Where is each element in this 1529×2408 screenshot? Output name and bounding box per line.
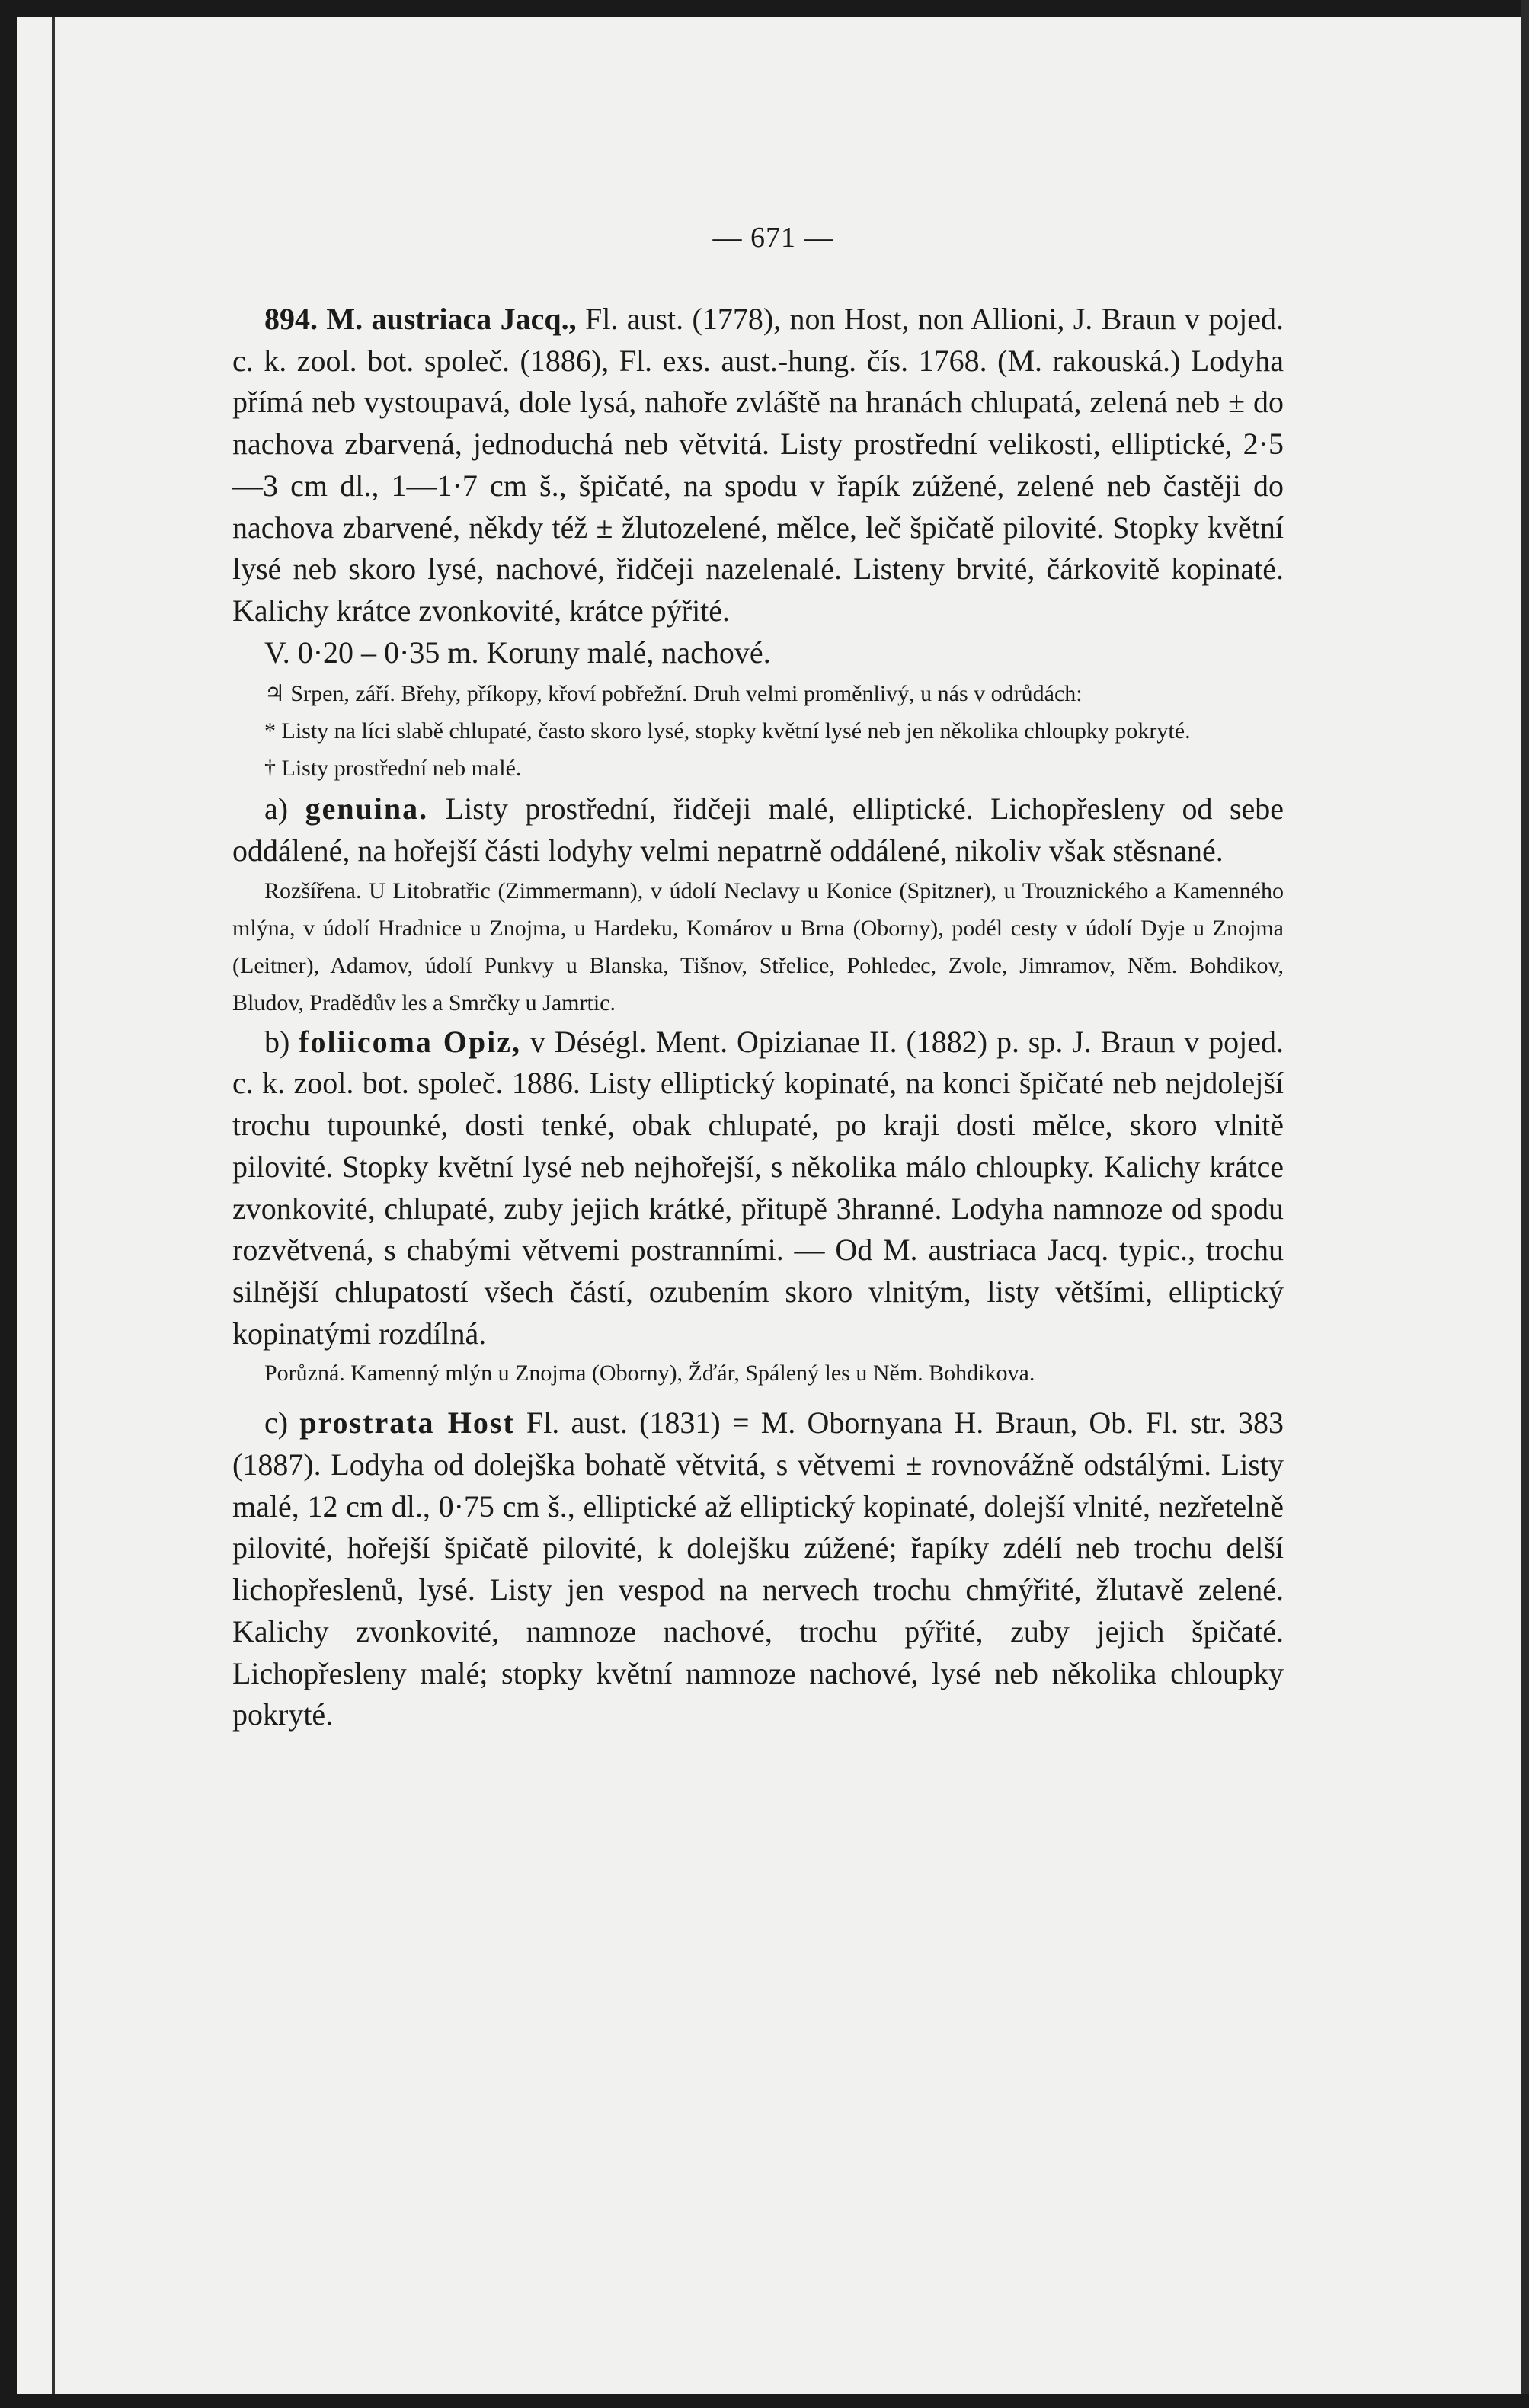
variety-b-label: b) [264,1024,290,1059]
variety-c-name: prostrata Host [299,1405,515,1441]
variety-b-distribution: Porůzná. Kamenný mlýn u Znojma (Oborny), Žďár, Spálený les u Něm. Bohdikova. [264,1361,1035,1386]
group-dagger: † Listy prostřední neb malé. [264,756,522,782]
variety-b [232,1022,1284,1355]
scan-border-right [1521,0,1529,2408]
variety-a-name: genuina. [305,791,429,827]
binding-line [52,17,55,2394]
variety-c-text: Fl. aust. (1831) = M. Obornyana H. Braun, Ob. Fl. str. 383 (1887). Lodyha od dolejška bohatě větvitá, s větvemi ± rovnovážně odstálými. Listy malé, 12 cm dl., 0·75 cm š., elliptické až elliptický kopinaté, dolejší vlnité, nezřetelně pilovité, hořejší špičatě pilovité, k dolejšku zúžené; řapíky zdélí neb trochu delší lichopřeslenů, lysé. Listy jen vespod na nervech trochu chmýřité, žlutavě zelené. Kalichy zvonkovité, namnoze nachové, trochu pýřité, zuby jejich špičaté. Lichopřesleny malé; stopky květní namnoze nachové, lysé neb několika chloupky pokryté. [232,1405,1284,1732]
variety-a [232,788,1284,871]
scan-border-left [0,0,17,2408]
species-entry [232,299,1284,632]
variety-c-label: c) [264,1405,289,1441]
variety-a-text: Listy prostřední, řidčeji malé, elliptické. Lichopřesleny od sebe oddálené, na hořejší části lodyhy velmi nepatrně oddálené, nikoliv však stěsnané. [232,791,1284,868]
species-flowers: V. 0·20 – 0·35 m. Koruny malé, nachové. [264,635,771,670]
species-description: Fl. aust. (1778), non Host, non Allioni, J. Braun v pojed. c. k. zool. bot. společ. (1886), Fl. exs. aust.-hung. čís. 1768. (M. rakouská.) Lodyha přímá neb vystoupavá, dole lysá, nahoře zvláště na hranách chlupatá, zelená neb ± do nachova zbarvená, jednoduchá neb větvitá. Listy prostřední velikosti, elliptické, 2·5—3 cm dl., 1—1·7 cm š., špičaté, na spodu v řapík zúžené, zelené neb častěji do nachova zbarvené, někdy též ± žlutozelené, mělce, leč špičatě pilovité. Stopky květní lysé neb skoro lysé, nachové, řidčeji nazelenalé. Listeny brvité, čárkovitě kopinaté. Kalichy krátce zvonkovité, krátce pýřité. [232,302,1284,628]
species-name: M. austriaca Jacq., [326,302,577,336]
species-habitat: ♃ Srpen, září. Břehy, příkopy, křoví pobřežní. Druh velmi proměnlivý, u nás v odrůdách: [264,681,1083,707]
page-content [232,221,1284,1736]
variety-a-distribution: Rozšířena. U Litobratřic (Zimmermann), v údolí Neclavy u Konice (Spitzner), u Trouznického a Kamenného mlýna, v údolí Hradnice u Znojma, u Hardeku, Komárov u Brna (Oborny), podél cesty v údolí Dyje u Znojma (Leitner), Adamov, údolí Punkvy u Blanska, Tišnov, Střelice, Pohledec, Zvole, Jimramov, Něm. Bohdikov, Bludov, Pradědův les a Smrčky u Jamrtic. [232,878,1284,1015]
variety-c [232,1402,1284,1736]
scan-border-bottom [0,2394,1529,2408]
variety-b-name: foliicoma Opiz, [299,1024,522,1059]
scan-border-top [0,0,1529,17]
variety-b-text: v Déségl. Ment. Opizianae II. (1882) p. sp. J. Braun v pojed. c. k. zool. bot. společ. 1886. Listy elliptický kopinaté, na konci špičaté neb nejdolejší trochu tupounké, dosti tenké, obak chlupaté, po kraji dosti mělce, skoro vlnitě pilovité. Stopky květní lysé neb nejhořejší, s několika málo chloupky. Kalichy krátce zvonkovité, chlupaté, zuby jejich krátké, přitupě 3hranné. Lodyha namnoze od spodu rozvětvená, s chabými větvemi postranními. — Od M. austriaca Jacq. typic., trochu silnější chlupatostí všech částí, ozubením skoro vlnitým, listy většími, elliptický kopinatými rozdílná. [232,1024,1284,1351]
species-number: 894. [264,302,318,336]
page-number: — 671 — [712,222,834,254]
variety-a-label: a) [264,791,289,827]
group-star: * Listy na líci slabě chlupaté, často skoro lysé, stopky květní lysé neb jen několika chloupky pokryté. [264,718,1191,744]
